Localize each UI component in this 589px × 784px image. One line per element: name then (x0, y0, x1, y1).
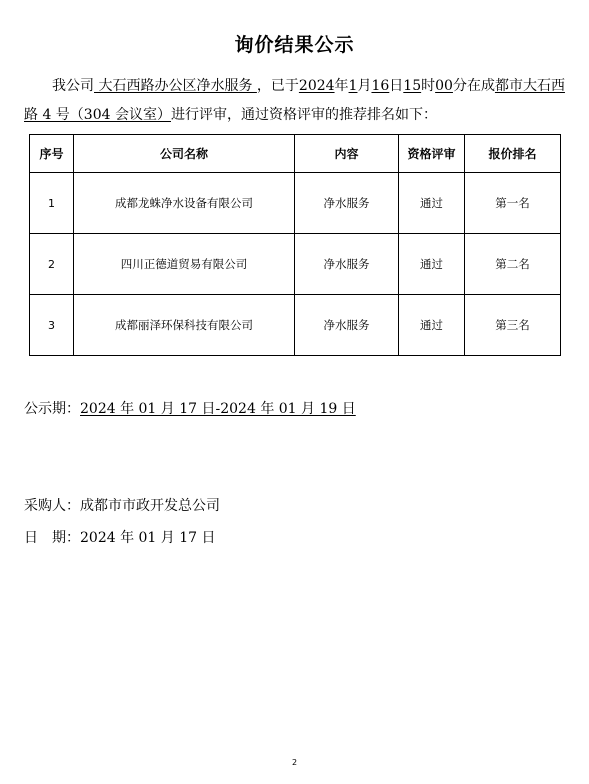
review-month: 1 (348, 78, 358, 94)
year-unit: 年 (334, 78, 349, 94)
header-content: 内容 (295, 135, 399, 173)
date-label: 日 期： (24, 530, 80, 546)
period-value: 2024 年 01 月 17 日-2024 年 01 月 19 日 (80, 401, 356, 417)
row-qualification: 通过 (399, 234, 465, 295)
intro-suffix: 进行评审，通过资格评审的推荐排名如下： (170, 107, 437, 123)
intro-paragraph (24, 72, 566, 130)
review-minute: 00 (435, 78, 453, 94)
date-value: 2024 年 01 月 17 日 (80, 530, 216, 546)
review-hour: 15 (403, 78, 422, 94)
row-qualification: 通过 (399, 295, 465, 356)
minute-unit: 分在成 (452, 78, 495, 94)
month-unit: 月 (357, 78, 372, 94)
review-location: 都市大石西路 4 号（304 会议室） (24, 78, 565, 123)
document-title: 询价结果公示 (234, 34, 355, 56)
table-row (30, 173, 561, 234)
period-label: 公示期： (24, 401, 80, 417)
date-line (24, 527, 216, 547)
hour-unit: 时 (421, 78, 436, 94)
review-day: 16 (371, 78, 390, 94)
header-qualification: 资格评审 (399, 135, 465, 173)
row-ranking: 第二名 (465, 234, 561, 295)
row-company: 四川正德道贸易有限公司 (74, 234, 295, 295)
row-seq: 3 (30, 295, 74, 356)
day-unit: 日 (389, 78, 404, 94)
row-content: 净水服务 (295, 234, 399, 295)
row-company: 成都丽泽环保科技有限公司 (74, 295, 295, 356)
row-content: 净水服务 (295, 295, 399, 356)
table-header-row (30, 135, 561, 173)
intro-prefix: 我公司 (52, 78, 94, 94)
header-seq: 序号 (30, 135, 74, 173)
header-ranking: 报价排名 (465, 135, 561, 173)
ranking-table (29, 134, 561, 356)
page-number: 2 (291, 758, 298, 767)
project-name: 大石西路办公区净水服务 (94, 78, 257, 94)
row-ranking: 第三名 (465, 295, 561, 356)
header-company: 公司名称 (74, 135, 295, 173)
row-company: 成都龙蛛净水设备有限公司 (74, 173, 295, 234)
row-ranking: 第一名 (465, 173, 561, 234)
purchaser-line (24, 495, 220, 515)
table-row (30, 234, 561, 295)
review-year: 2024 (298, 78, 335, 94)
row-content: 净水服务 (295, 173, 399, 234)
row-seq: 1 (30, 173, 74, 234)
publicity-period (24, 398, 356, 418)
table-row (30, 295, 561, 356)
row-qualification: 通过 (399, 173, 465, 234)
purchaser-value: 成都市市政开发总公司 (80, 498, 220, 514)
intro-mid: ，已于 (256, 78, 299, 94)
row-seq: 2 (30, 234, 74, 295)
purchaser-label: 采购人： (24, 498, 80, 514)
